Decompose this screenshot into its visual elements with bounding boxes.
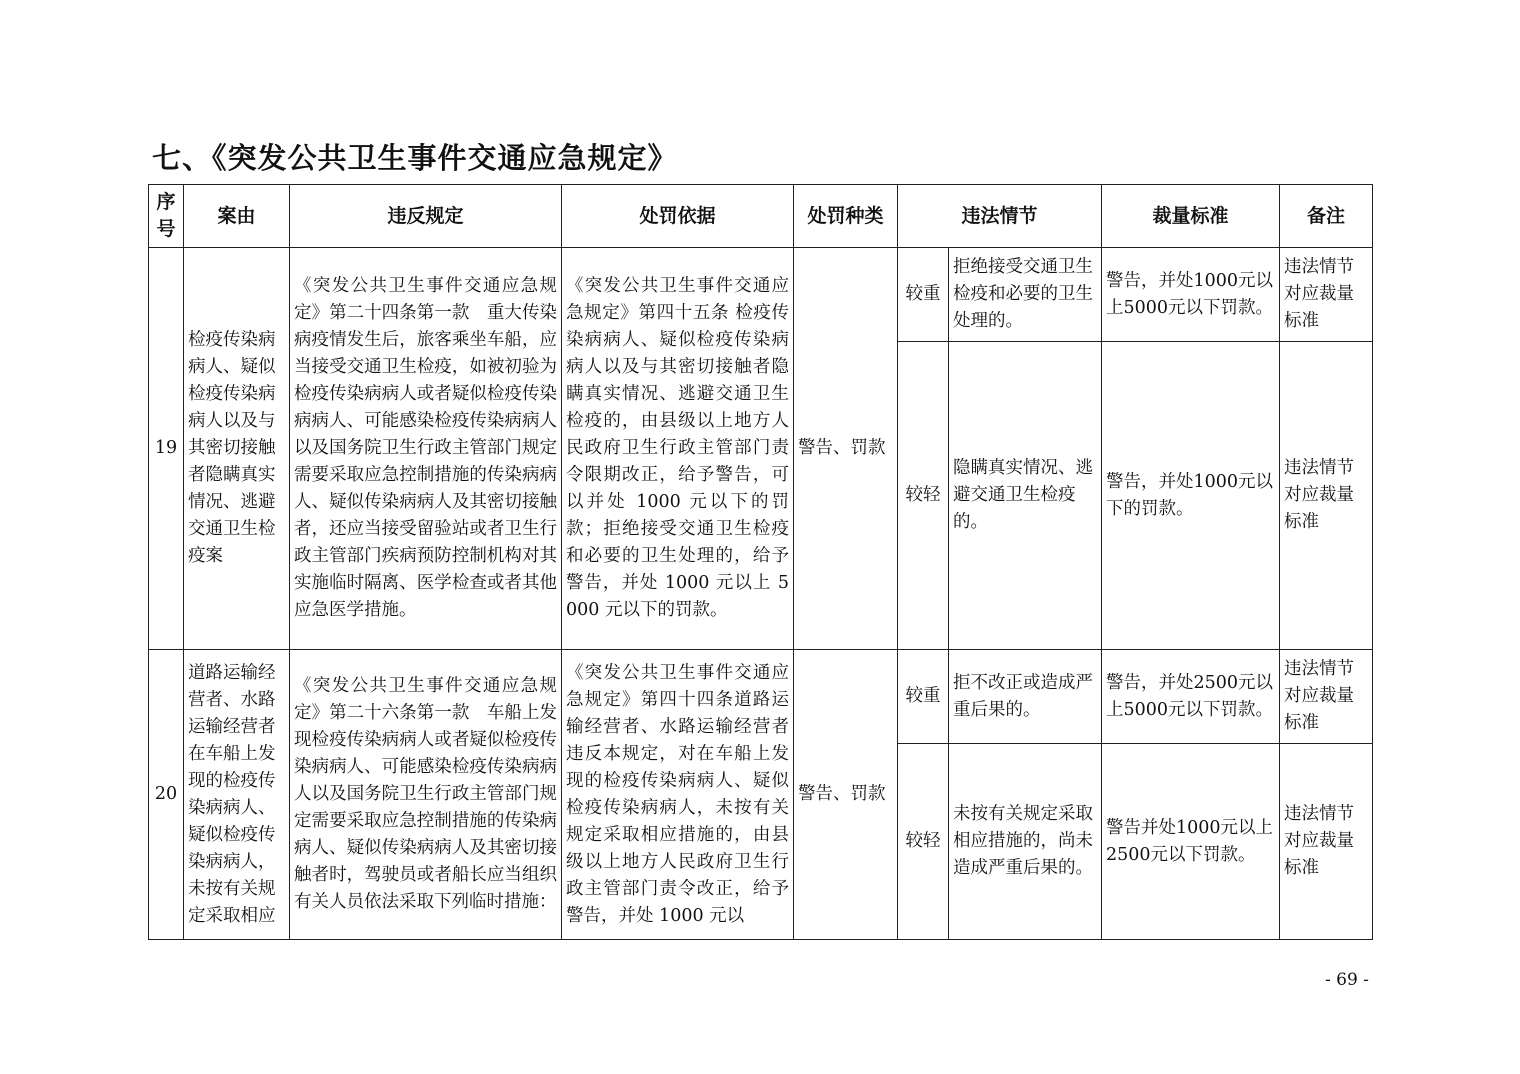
header-cause: 案由 — [184, 185, 290, 248]
row-basis: 《突发公共卫生事件交通应急规定》第四十五条 检疫传染病病人、疑似检疫传染病病人以及与其密切接触者隐瞒真实情况、逃避交通卫生检疫的，由县级以上地方人民政府卫生行政主管部门责令限期改正，给予警告，可以并处 1000 元以下的罚款；拒绝接受交通卫生检疫和必要的卫生处理的，给予警告，并处 1000 元以上 5000 元以下的罚款。 — [562, 248, 794, 650]
row-circumstance: 拒不改正或造成严重后果的。 — [949, 650, 1102, 744]
row-violation: 《突发公共卫生事件交通应急规定》第二十六条第一款 车船上发现检疫传染病病人或者疑似检疫传染病病人、可能感染检疫传染病病人以及国务院卫生行政主管部门规定需要采取应急控制措施的传染病病人、疑似传染病病人及其密切接触者时，驾驶员或者船长应当组织有关人员依法采取下列临时措施： — [290, 650, 562, 940]
row-standard: 警告并处1000元以上2500元以下罚款。 — [1102, 744, 1280, 940]
page-number: - 69 - — [1325, 970, 1369, 990]
row-remark: 违法情节对应裁量标准 — [1280, 744, 1373, 940]
row-seq: 20 — [149, 650, 184, 940]
row-penalty-type: 警告、罚款 — [794, 650, 898, 940]
header-standard: 裁量标准 — [1102, 185, 1280, 248]
row-standard: 警告，并处1000元以上5000元以下罚款。 — [1102, 248, 1280, 342]
row-circumstance: 未按有关规定采取相应措施的，尚未造成严重后果的。 — [949, 744, 1102, 940]
row-standard: 警告，并处1000元以下的罚款。 — [1102, 342, 1280, 650]
row-cause: 道路运输经营者、水路运输经营者在车船上发现的检疫传染病病人、疑似检疫传染病病人，未按有关规定采取相应 — [184, 650, 290, 940]
row-basis: 《突发公共卫生事件交通应急规定》第四十四条道路运输经营者、水路运输经营者违反本规定，对在车船上发现的检疫传染病病人、疑似检疫传染病病人，未按有关规定采取相应措施的，由县级以上地方人民政府卫生行政主管部门责令改正，给予警告，并处 1000 元以 — [562, 650, 794, 940]
header-remark: 备注 — [1280, 185, 1373, 248]
header-circumstance: 违法情节 — [898, 185, 1102, 248]
row-remark: 违法情节对应裁量标准 — [1280, 248, 1373, 342]
penalty-discretion-table — [148, 184, 1373, 940]
row-level: 较轻 — [898, 342, 949, 650]
table-row — [149, 650, 1373, 744]
row-level: 较重 — [898, 650, 949, 744]
table-header-row — [149, 185, 1373, 248]
row-violation: 《突发公共卫生事件交通应急规定》第二十四条第一款 重大传染病疫情发生后，旅客乘坐车船，应当接受交通卫生检疫，如被初验为检疫传染病病人或者疑似检疫传染病病人、可能感染检疫传染病病人以及国务院卫生行政主管部门规定需要采取应急控制措施的传染病病人、疑似传染病病人及其密切接触者，还应当接受留验站或者卫生行政主管部门疾病预防控制机构对其实施临时隔离、医学检查或者其他应急医学措施。 — [290, 248, 562, 650]
row-level: 较重 — [898, 248, 949, 342]
row-level: 较轻 — [898, 744, 949, 940]
table-row — [149, 248, 1373, 342]
header-seq: 序号 — [149, 185, 184, 248]
header-basis: 处罚依据 — [562, 185, 794, 248]
row-cause: 检疫传染病病人、疑似检疫传染病病人以及与其密切接触者隐瞒真实情况、逃避交通卫生检疫案 — [184, 248, 290, 650]
row-circumstance: 隐瞒真实情况、逃避交通卫生检疫的。 — [949, 342, 1102, 650]
row-seq: 19 — [149, 248, 184, 650]
row-remark: 违法情节对应裁量标准 — [1280, 650, 1373, 744]
row-remark: 违法情节对应裁量标准 — [1280, 342, 1373, 650]
header-penalty-type: 处罚种类 — [794, 185, 898, 248]
row-penalty-type: 警告、罚款 — [794, 248, 898, 650]
row-circumstance: 拒绝接受交通卫生检疫和必要的卫生处理的。 — [949, 248, 1102, 342]
section-title: 七、《突发公共卫生事件交通应急规定》 — [152, 141, 678, 175]
header-violation: 违反规定 — [290, 185, 562, 248]
row-standard: 警告，并处2500元以上5000元以下罚款。 — [1102, 650, 1280, 744]
